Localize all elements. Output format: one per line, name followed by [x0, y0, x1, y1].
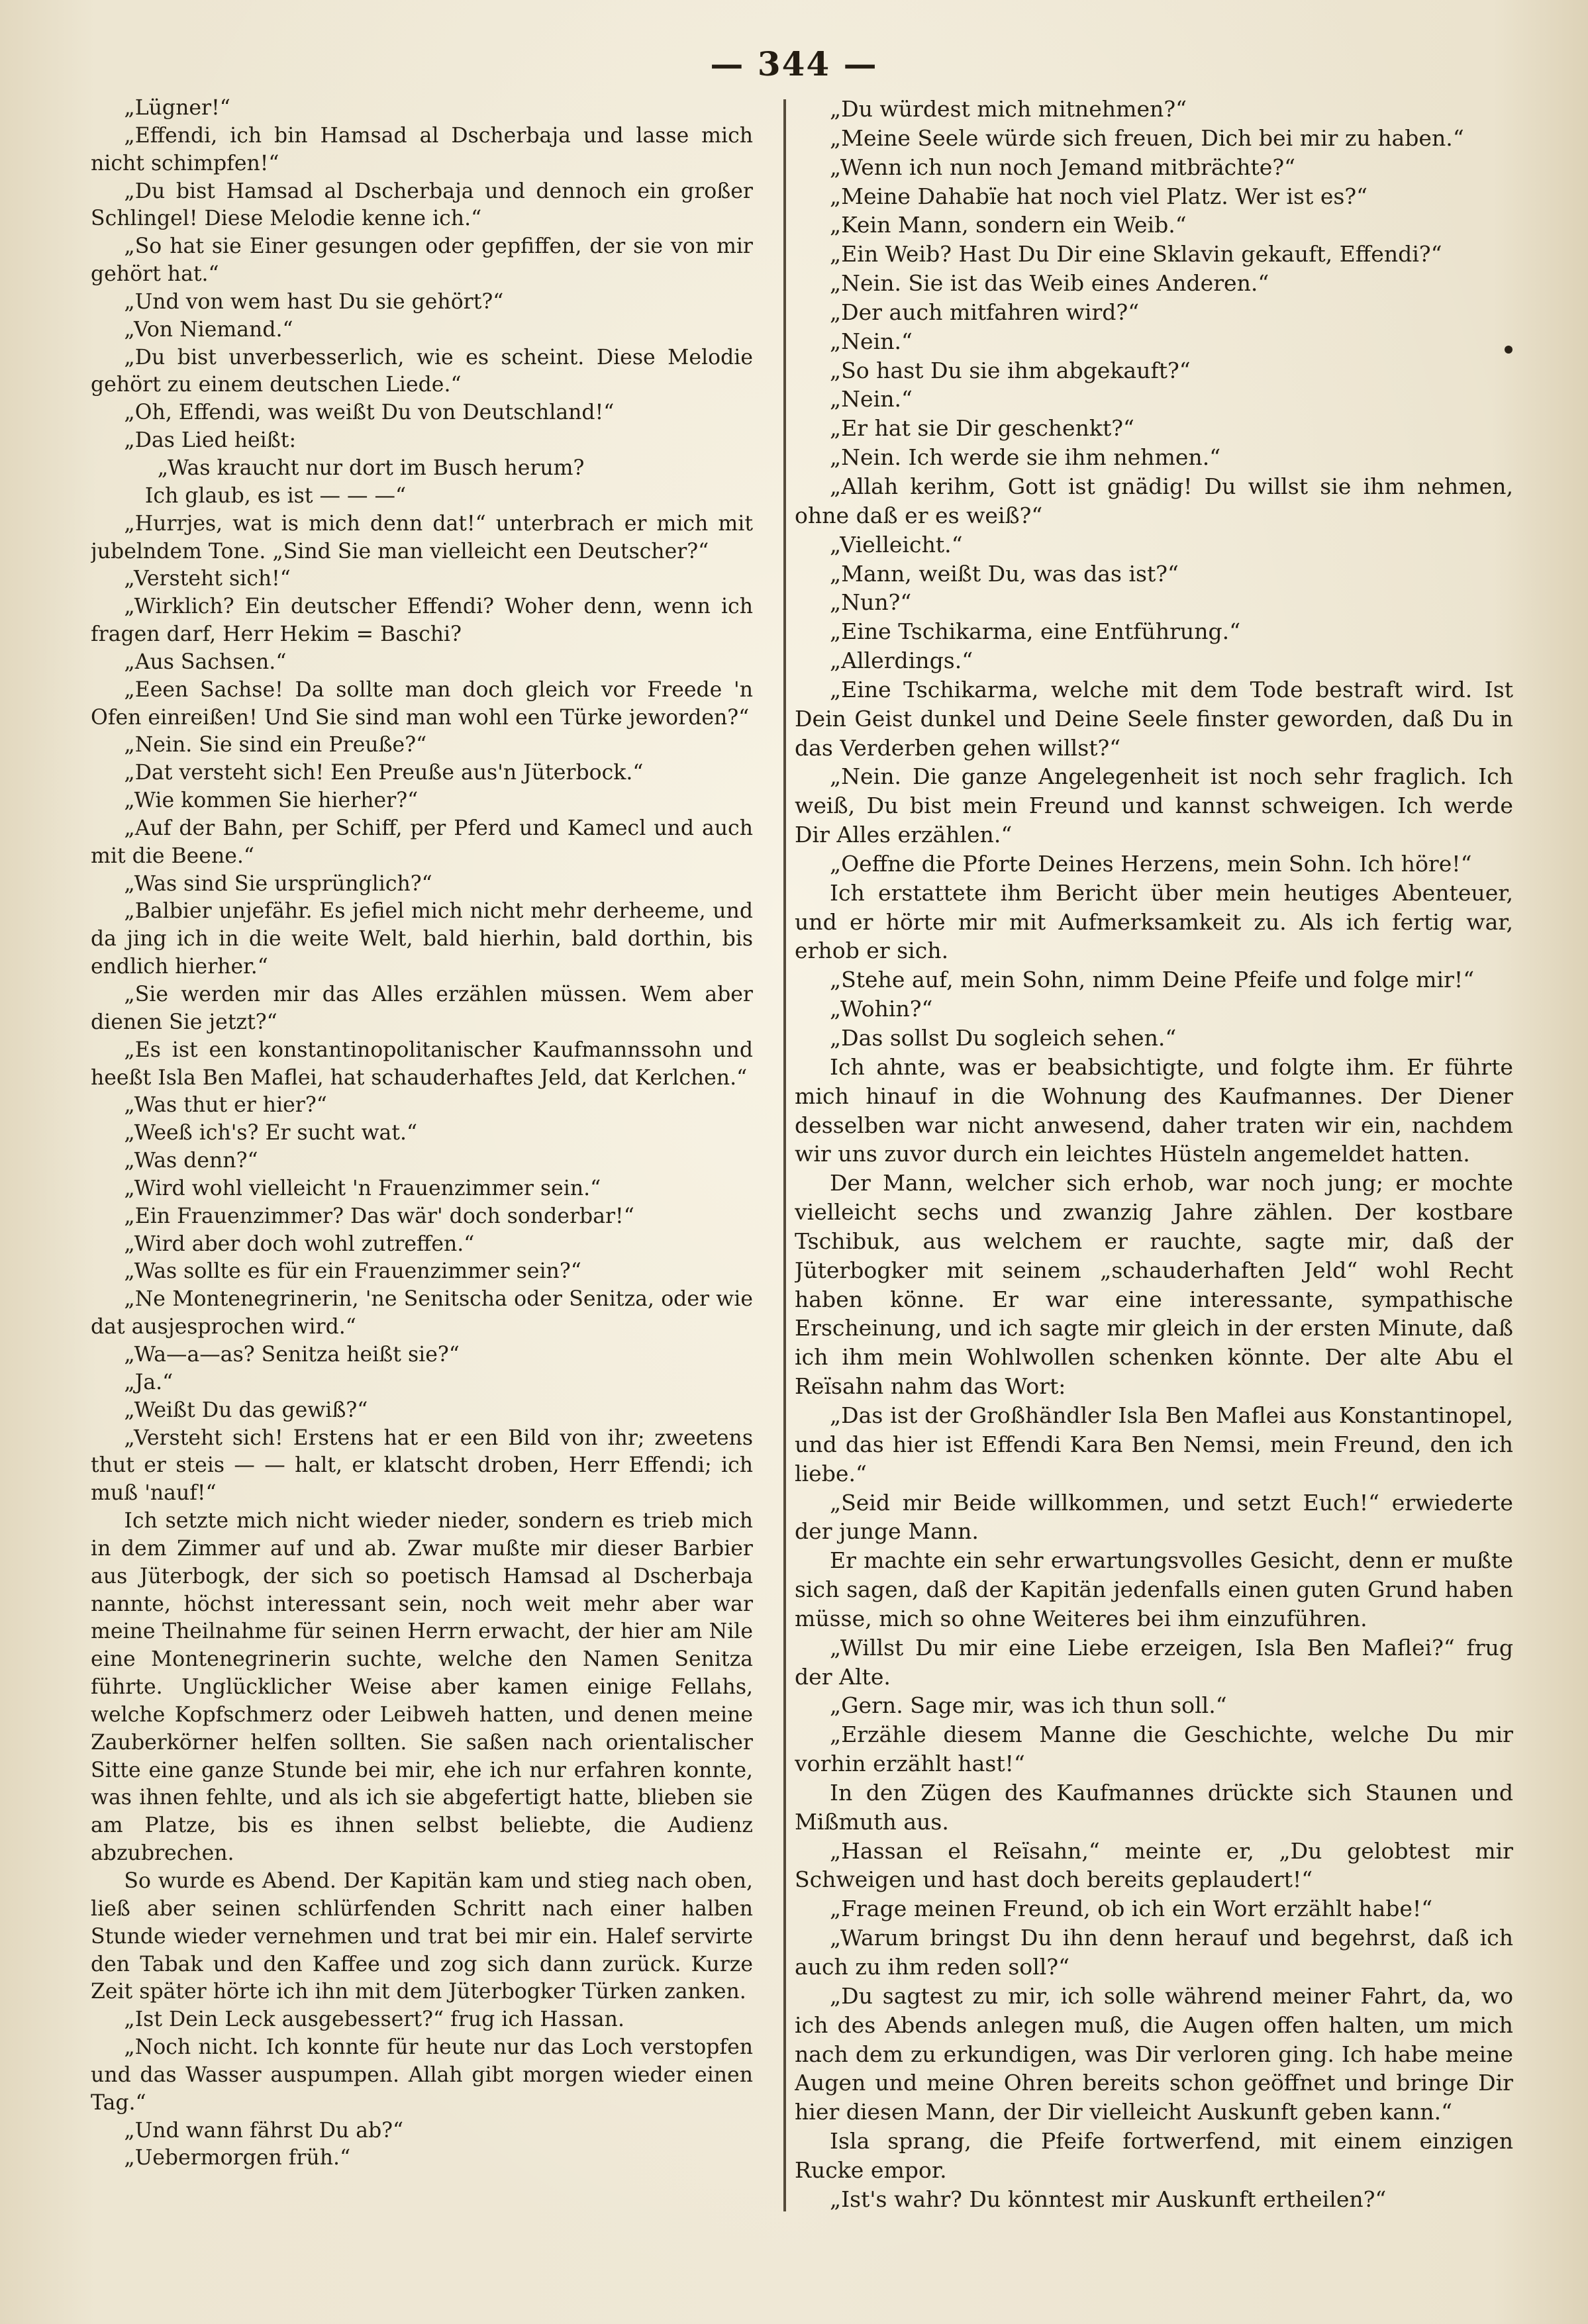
paragraph: „Hurrjes, wat is mich denn dat!“ unterbrach er mich mit jubelndem Tone. „Sind Sie man vielleicht een Deutscher?“ — [91, 511, 753, 563]
paragraph: „So hast Du sie ihm abgekauft?“ — [829, 357, 1191, 383]
right-column — [795, 95, 1513, 2220]
paragraph: „Ist Dein Leck ausgebessert?“ frug ich Hassan. — [124, 2008, 624, 2032]
paragraph: „Eine Tschikarma, welche mit dem Tode bestraft wird. Ist Dein Geist dunkel und Deine Seele finster geworden, daß Du in das Verderben gehen willst?“ — [795, 676, 1513, 761]
paragraph: „Du bist unverbesserlich, wie es scheint. Diese Melodie gehört zu einem deutschen Liede.“ — [91, 345, 753, 397]
paragraph: „Es ist een konstantinopolitanischer Kaufmannssohn und heeßt Isla Ben Maflei, hat schauderhaftes Jeld, dat Kerlchen.“ — [91, 1038, 753, 1090]
paragraph: „Willst Du mir eine Liebe erzeigen, Isla Ben Maflei?“ frug der Alte. — [795, 1634, 1513, 1690]
left-column — [91, 95, 753, 2220]
paragraph: „Meine Seele würde sich freuen, Dich bei mir zu haben.“ — [829, 124, 1464, 151]
paragraph: „Du bist Hamsad al Dscherbaja und dennoch ein großer Schlingel! Diese Melodie kenne ich.“ — [91, 179, 753, 231]
paragraph: „Ist's wahr? Du könntest mir Auskunft ertheilen?“ — [829, 2186, 1387, 2212]
paragraph: „Effendi, ich bin Hamsad al Dscherbaja und lasse mich nicht schimpfen!“ — [91, 123, 753, 175]
paragraph: „Seid mir Beide willkommen, und setzt Euch!“ erwiederte der junge Mann. — [795, 1489, 1513, 1545]
paragraph: „Wenn ich nun noch Jemand mitbrächte?“ — [829, 154, 1296, 180]
paragraph: „Oeffne die Pforte Deines Herzens, mein Sohn. Ich höre!“ — [829, 850, 1472, 877]
paragraph: „Nein.“ — [829, 386, 913, 412]
paragraph: „Eine Tschikarma, eine Entführung.“ — [829, 618, 1241, 645]
paragraph: „Frage meinen Freund, ob ich ein Wort erzählt habe!“ — [829, 1896, 1433, 1922]
paragraph: „Was thut er hier?“ — [124, 1093, 327, 1118]
paragraph: „Er hat sie Dir geschenkt?“ — [829, 415, 1134, 442]
paragraph: Isla sprang, die Pfeife fortwerfend, mit einem einzigen Rucke empor. — [795, 2128, 1513, 2183]
paragraph: „Allerdings.“ — [829, 648, 973, 674]
paragraph: Der Mann, welcher sich erhob, war noch jung; er mochte vielleicht sechs und zwanzig Jahre zählen. Der kostbare Tschibuk, aus welchem er rauchte, sagte mir, daß der Jüterbogker mit seinem „schauderhaften Jeld“ wohl Recht haben könne. Er war eine interessante, sympathische Erscheinung, und ich sagte mir gleich in der ersten Minute, daß ich ihm mein Wohlwollen schenken könnte. Der alte Abu el Reïsahn nahm das Wort: — [795, 1170, 1513, 1400]
paragraph: „Balbier unjefähr. Es jefiel mich nicht mehr derheeme, und da jing ich in die weite Welt, bald hierhin, bald dorthin, bis endlich hierher.“ — [91, 899, 753, 979]
paragraph: „Lügner!“ — [124, 96, 230, 120]
paragraph: „Und wann fährst Du ab?“ — [124, 2118, 404, 2143]
column-divider — [783, 99, 786, 2211]
paragraph: „Wird aber doch wohl zutreffen.“ — [124, 1232, 475, 1256]
paragraph: „Aus Sachsen.“ — [124, 650, 287, 674]
paragraph: „Noch nicht. Ich konnte für heute nur das Loch verstopfen und das Wasser auspumpen. Allah gibt morgen wieder einen Tag.“ — [91, 2035, 753, 2115]
paragraph: „Nein.“ — [829, 328, 913, 354]
paragraph: „Nein. Sie sind ein Preuße?“ — [124, 733, 427, 757]
paragraph: So wurde es Abend. Der Kapitän kam und stieg nach oben, ließ aber seinen schlürfenden Schritt nach einer halben Stunde wieder vernehmen und trat bei mir ein. Halef servirte den Tabak und den Kaffee und zog sich dann zurück. Kurze Zeit später hörte ich ihn mit dem Jüterbogker Türken zanken. — [91, 1869, 753, 2004]
paragraph: „Das ist der Großhändler Isla Ben Maflei aus Konstantinopel, und das hier ist Effendi Kara Ben Nemsi, mein Freund, den ich liebe.“ — [795, 1402, 1513, 1486]
paragraph: „Dat versteht sich! Een Preuße aus'n Jüterbock.“ — [124, 761, 644, 785]
page-number: — 344 — — [710, 44, 878, 83]
paragraph: „Das sollst Du sogleich sehen.“ — [829, 1025, 1177, 1051]
paragraph: „Wirklich? Ein deutscher Effendi? Woher denn, wenn ich fragen darf, Herr Hekim = Baschi? — [91, 595, 753, 647]
ink-speck — [1505, 346, 1513, 354]
paragraph: „Ne Montenegrinerin, 'ne Senitscha oder Senitza, oder wie dat ausjesprochen wird.“ — [91, 1287, 753, 1339]
paragraph: „Nein. Die ganze Angelegenheit ist noch sehr fraglich. Ich weiß, Du bist mein Freund und kannst schweigen. Ich werde Dir Alles erzählen.“ — [795, 763, 1513, 848]
paragraph: „Was sollte es für ein Frauenzimmer sein?“ — [124, 1259, 581, 1284]
paragraph: „Sie werden mir das Alles erzählen müssen. Wem aber dienen Sie jetzt?“ — [91, 983, 753, 1034]
paragraph: „Wa—a—as? Senitza heißt sie?“ — [124, 1342, 460, 1367]
paragraph: „Der auch mitfahren wird?“ — [829, 299, 1140, 325]
paragraph: „Vielleicht.“ — [829, 531, 963, 557]
paragraph: „Nun?“ — [829, 589, 912, 616]
paragraph: „Und von wem hast Du sie gehört?“ — [124, 289, 504, 314]
paragraph: In den Zügen des Kaufmannes drückte sich Staunen und Mißmuth aus. — [795, 1779, 1513, 1835]
paragraph: „Weißt Du das gewiß?“ — [124, 1398, 368, 1422]
paragraph: „Weeß ich's? Er sucht wat.“ — [124, 1121, 418, 1145]
paragraph: „Erzähle diesem Manne die Geschichte, welche Du mir vorhin erzählt hast!“ — [795, 1721, 1513, 1777]
paragraph: „Du sagtest zu mir, ich solle während meiner Fahrt, da, wo ich des Abends anlegen muß, die Augen offen halten, um mich nach dem zu erkundigen, was Dir verloren ging. Ich habe meine Augen und meine Ohren bereits schon geöffnet und bringe Dir hier diesen Mann, der Dir vielleicht Auskunft geben kann.“ — [795, 1982, 1513, 2125]
paragraph: „Wohin?“ — [829, 996, 933, 1022]
paragraph: „Stehe auf, mein Sohn, nimm Deine Pfeife und folge mir!“ — [829, 967, 1475, 993]
paragraph: „Eeen Sachse! Da sollte man doch gleich vor Freede 'n Ofen einreißen! Und Sie sind man wohl een Türke jeworden?“ — [91, 677, 753, 730]
paragraph: „Du würdest mich mitnehmen?“ — [829, 96, 1187, 122]
paragraph: „Ein Frauenzimmer? Das wär' doch sonderbar!“ — [124, 1204, 634, 1228]
paragraph: „Nein. Sie ist das Weib eines Anderen.“ — [829, 270, 1269, 297]
paragraph: „Was sind Sie ursprünglich?“ — [124, 871, 432, 896]
paragraph: „Wie kommen Sie hierher?“ — [124, 789, 419, 813]
paragraph: „Das Lied heißt: — [124, 428, 297, 453]
paragraph: „Versteht sich! Erstens hat er een Bild von ihr; zweetens thut er steis — — halt, er klatscht droben, Herr Effendi; ich muß 'nauf!“ — [91, 1426, 753, 1506]
paragraph: „Uebermorgen früh.“ — [124, 2146, 351, 2170]
paragraph: Ich erstattete ihm Bericht über mein heutiges Abenteuer, und er hörte mir mit Aufmerksamkeit zu. Als ich fertig war, erhob er sich. — [795, 879, 1513, 964]
paragraph: „Von Niemand.“ — [124, 317, 293, 342]
paragraph: Er machte ein sehr erwartungsvolles Gesicht, denn er mußte sich sagen, daß der Kapitän jedenfalls einen guten Grund haben müsse, mich so ohne Weiteres bei ihm einzuführen. — [795, 1547, 1513, 1631]
paragraph: „Mann, weißt Du, was das ist?“ — [829, 560, 1179, 587]
paragraph: „Oh, Effendi, was weißt Du von Deutschland!“ — [124, 401, 615, 425]
paragraph: Ich ahnte, was er beabsichtigte, und folgte ihm. Er führte mich hinauf in die Wohnung des Kaufmannes. Der Diener desselben war nicht anwesend, daher traten wir ein, nachdem wir uns zuvor durch ein leichtes Hüsteln angemeldet hatten. — [795, 1053, 1513, 1167]
paragraph: „Warum bringst Du ihn denn herauf und begehrst, daß ich auch zu ihm reden soll?“ — [795, 1925, 1513, 1980]
paragraph: „Ja.“ — [124, 1370, 174, 1394]
paragraph: „Ein Weib? Hast Du Dir eine Sklavin gekauft, Effendi?“ — [829, 241, 1442, 267]
paragraph: „Kein Mann, sondern ein Weib.“ — [829, 212, 1187, 238]
paragraph: Ich setzte mich nicht wieder nieder, sondern es trieb mich in dem Zimmer auf und ab. Zwar mußte mir dieser Barbier aus Jüterbogk, der sich so poetisch Hamsad al Dscherbaja nannte, höchst interessant sein, noch weit mehr aber war meine Theilnahme für seinen Herrn erwacht, der hier am Nile eine Montenegrinerin suchte, welche den Namen Senitza führte. Unglücklicher Weise aber kamen einige Fellahs, welche Kopfschmerz oder Leibweh hatten, und denen meine Zauberkörner helfen sollten. Sie saßen nach orientalischer Sitte eine ganze Stunde bei mir, ehe ich nur erfahren konnte, was ihnen fehlte, und als ich sie abgefertigt hatte, blieben sie am Platze, bis es ihnen selbst beliebte, die Audienz abzubrechen. — [91, 1509, 753, 1866]
paragraph: „So hat sie Einer gesungen oder gepfiffen, der sie von mir gehört hat.“ — [91, 234, 753, 287]
paragraph: „Wird wohl vielleicht 'n Frauenzimmer sein.“ — [124, 1176, 601, 1200]
paragraph: „Allah kerihm, Gott ist gnädig! Du willst sie ihm nehmen, ohne daß er es weiß?“ — [795, 473, 1513, 528]
paragraph: „Was kraucht nur dort im Busch herum? — [157, 456, 585, 480]
paragraph: „Meine Dahabïe hat noch viel Platz. Wer ist es?“ — [829, 183, 1368, 209]
paragraph: „Auf der Bahn, per Schiff, per Pferd und Kamecl und auch mit die Beene.“ — [91, 816, 753, 868]
paragraph: „Hassan el Reïsahn,“ meinte er, „Du gelobtest mir Schweigen und hast doch bereits geplaudert!“ — [795, 1837, 1513, 1893]
paragraph: „Gern. Sage mir, was ich thun soll.“ — [829, 1692, 1227, 1719]
paragraph: „Versteht sich!“ — [124, 567, 291, 591]
paragraph: „Nein. Ich werde sie ihm nehmen.“ — [829, 444, 1221, 471]
paragraph: Ich glaub, es ist — — —“ — [144, 483, 407, 508]
paragraph: „Was denn?“ — [124, 1149, 258, 1173]
